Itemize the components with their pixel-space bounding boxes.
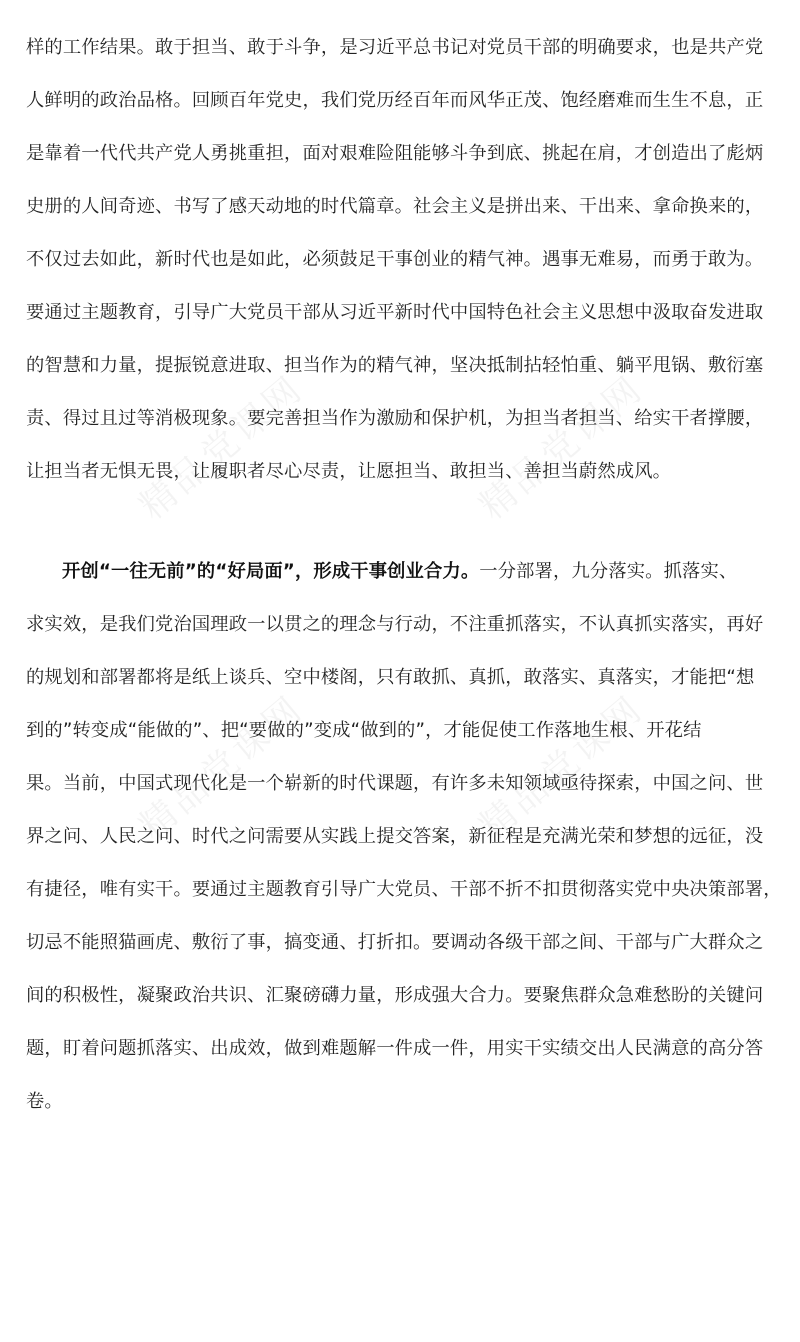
paragraph-line: 到的”转变成“能做的”、把“要做的”变成“做到的”，才能促使工作落地生根、开花结 [26,720,702,741]
paragraph-line: 有捷径，唯有实干。要通过主题教育引导广大党员、干部不折不扣贯彻落实党中央决策部署， [26,879,782,900]
paragraph-text: 一分部署，九分落实。抓落实、 [479,561,738,582]
paragraph-line: 不仅过去如此，新时代也是如此，必须鼓足干事创业的精气神。遇事无难易，而勇于敢为。 [26,249,764,270]
paragraph-line: 界之问、人民之问、时代之问需要从实践上提交答案，新征程是充满光荣和梦想的远征，没 [26,826,764,847]
paragraph-heading: 开创“一往无前”的“好局面”，形成干事创业合力。 [62,561,480,582]
paragraph-line: 人鲜明的政治品格。回顾百年党史，我们党历经百年而风华正茂、饱经磨难而生生不息，正 [26,90,764,111]
paragraph-line: 的智慧和力量，提振锐意进取、担当作为的精气神，坚决抵制拈轻怕重、躺平甩锅、敷衍塞 [26,355,764,376]
paragraph-first-line [62,557,776,587]
paragraph-line: 间的积极性，凝聚政治共识、汇聚磅礴力量，形成强大合力。要聚焦群众急难愁盼的关键问 [26,985,764,1006]
watermark [127,362,313,530]
paragraph-line: 切忌不能照猫画虎、敷衍了事，搞变通、打折扣。要调动各级干部之间、干部与广大群众之 [26,932,764,953]
paragraph-line: 果。当前，中国式现代化是一个崭新的时代课题，有许多未知领域亟待探索，中国之问、世 [26,773,764,794]
paragraph-line: 样的工作结果。敢于担当、敢于斗争，是习近平总书记对党员干部的明确要求，也是共产党 [26,37,764,58]
paragraph-line: 责、得过且过等消极现象。要完善担当作为激励和保护机，为担当者担当、给实干者撑腰， [26,408,764,429]
paragraph-line: 的规划和部署都将是纸上谈兵、空中楼阁，只有敢抓、真抓，敢落实、真落实，才能把“想 [26,667,755,688]
paragraph-line: 卷。 [26,1091,63,1112]
paragraph-line: 要通过主题教育，引导广大党员干部从习近平新时代中国特色社会主义思想中汲取奋发进取 [26,302,764,323]
paragraph-line: 题，盯着问题抓落实、出成效，做到难题解一件成一件，用实干实绩交出人民满意的高分答 [26,1038,764,1059]
paragraph-line: 让担当者无惧无畏，让履职者尽心尽责，让愿担当、敢担当、善担当蔚然成风。 [26,461,672,482]
paragraph-line: 是靠着一代代共产党人勇挑重担，面对艰难险阻能够斗争到底、挑起在肩，才创造出了彪炳 [26,143,764,164]
paragraph-line: 求实效，是我们党治国理政一以贯之的理念与行动，不注重抓落实，不认真抓实落实，再好 [26,614,764,635]
paragraph-line: 史册的人间奇迹、书写了感天动地的时代篇章。社会主义是拼出来、干出来、拿命换来的， [26,196,764,217]
watermark [467,362,653,530]
